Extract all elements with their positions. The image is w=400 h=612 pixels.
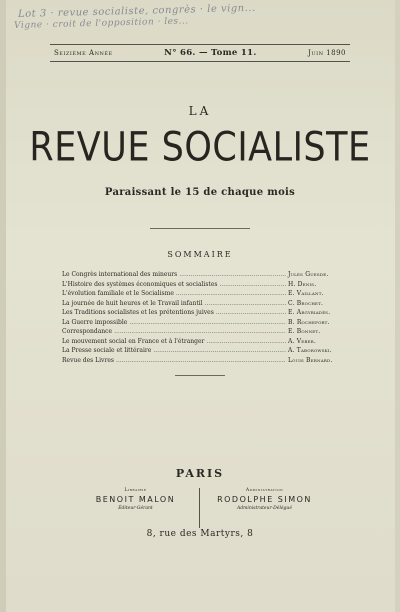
toc-author: Jules Guesde.: [288, 271, 329, 278]
toc-author: B. Rochefort.: [288, 318, 330, 326]
publisher-right: [207, 488, 322, 528]
toc-author: E. Bonnet.: [288, 328, 321, 335]
address: 8, rue des Martyrs, 8: [146, 529, 254, 539]
issue-year: Seizième Année: [54, 49, 113, 57]
title-article: LA: [188, 104, 212, 118]
toc-leader-dots: [129, 318, 286, 328]
toc-row: [62, 299, 352, 309]
issue-date: Juin 1890: [308, 49, 346, 57]
publisher-left-name: BENOIT MALON: [95, 495, 176, 504]
toc-author: C. Brochet.: [288, 299, 324, 307]
toc-leader-dots: [206, 337, 286, 347]
publisher-right-role: Administrateur-Délégué: [237, 506, 292, 511]
paper-edge-left: [0, 0, 6, 612]
toc-leader-dots: [216, 308, 286, 318]
toc-title: La Presse sociale et littéraire: [62, 347, 152, 354]
sommaire-heading: SOMMAIRE: [167, 250, 233, 259]
toc-title: La journée de huit heures et le Travail infantil: [62, 299, 203, 307]
toc-row: [62, 289, 352, 299]
toc-title: Les Traditions socialistes et les prétentions juives: [62, 309, 214, 316]
toc-author: A. Veber.: [288, 337, 316, 345]
publishers: [78, 488, 322, 528]
divider: [150, 228, 250, 229]
toc-title: Revue des Livres: [62, 356, 114, 364]
toc-title: La Guerre impossible: [62, 318, 128, 326]
toc-author: A. Taborowski.: [288, 347, 332, 354]
toc-row: [62, 346, 352, 356]
toc-leader-dots: [176, 289, 286, 299]
publisher-right-name: RODOLPHE SIMON: [217, 495, 312, 504]
issue-number: N° 66. — Tome 11.: [164, 48, 257, 58]
toc-row: [62, 308, 352, 318]
toc-author: H. Denis.: [288, 280, 317, 288]
publisher-right-label: Administration: [245, 488, 284, 493]
toc-author: E. Vaillant.: [288, 290, 324, 297]
toc-title: L'évolution familiale et le Socialisme: [62, 290, 174, 297]
toc-row: [62, 327, 352, 337]
toc-leader-dots: [153, 346, 286, 356]
toc-row: [62, 318, 352, 328]
toc-title: Correspondance: [62, 328, 113, 335]
city: PARIS: [175, 467, 225, 480]
page-title: REVUE SOCIALISTE: [29, 125, 371, 171]
divider: [175, 375, 225, 376]
toc-leader-dots: [116, 356, 286, 366]
toc-leader-dots: [205, 299, 286, 309]
toc-row: [62, 270, 352, 280]
publisher-left-label: Librairie: [124, 488, 147, 493]
subtitle: Paraissant le 15 de chaque mois: [104, 187, 296, 198]
toc-row: [62, 356, 352, 366]
toc-row: [62, 337, 352, 347]
toc-leader-dots: [219, 280, 286, 290]
toc-author: E. Argyriadès.: [288, 309, 331, 316]
toc-leader-dots: [179, 270, 286, 280]
toc-leader-dots: [114, 327, 286, 337]
toc-title: Le mouvement social en France et à l'étranger: [62, 337, 205, 345]
publisher-left-role: Éditeur-Gérant: [118, 506, 153, 511]
toc-row: [62, 280, 352, 290]
publisher-divider: [199, 488, 201, 528]
issue-info-bar: [50, 44, 350, 62]
handwritten-note: Lot 3 · revue socialiste, congrès · le vign...: [17, 2, 256, 20]
publisher-left: [78, 488, 193, 528]
toc-author: Louis Bernard.: [288, 356, 333, 364]
toc-title: Le Congrès international des mineurs: [62, 271, 178, 278]
table-of-contents: [62, 270, 352, 365]
paper-edge-right: [395, 0, 400, 612]
handwritten-note-2: Vigne · croit de l'opposition · les...: [13, 16, 189, 31]
toc-title: L'Histoire des systèmes économiques et socialistes: [62, 280, 218, 288]
